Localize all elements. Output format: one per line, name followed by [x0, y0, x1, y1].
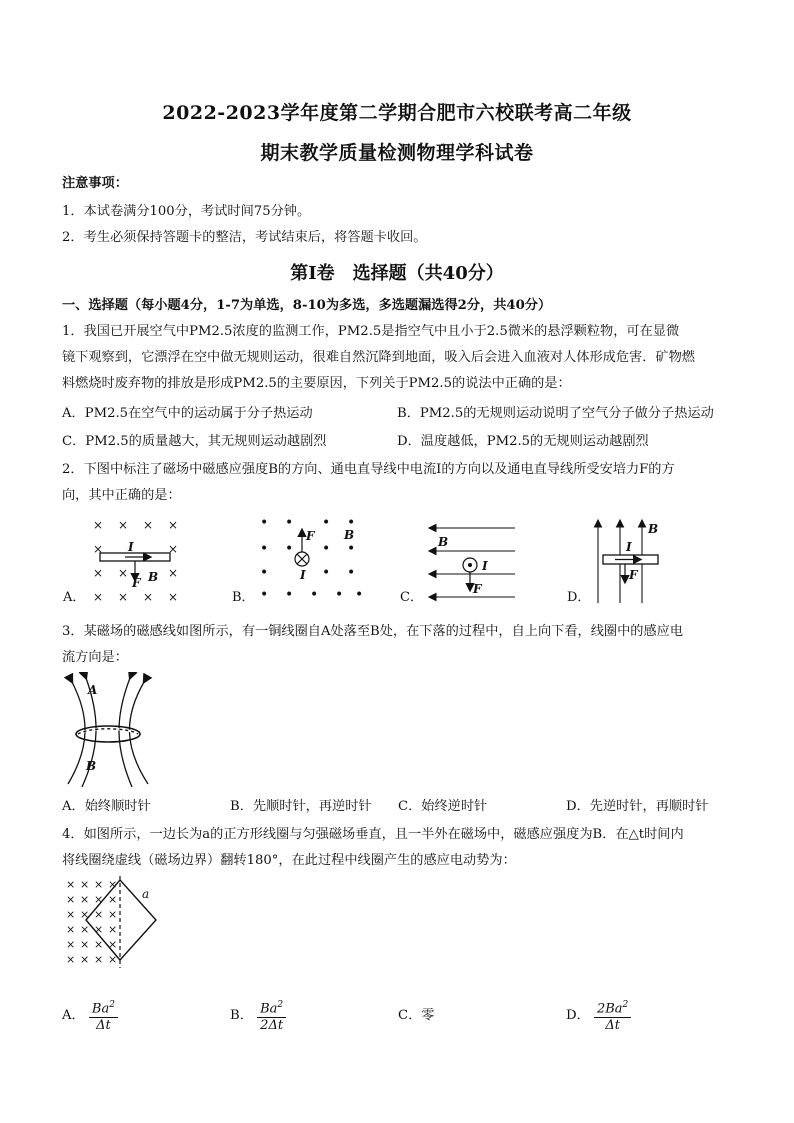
q4-label-a: a — [142, 887, 150, 901]
q1-option-c: C．PM2.5的质量越大，其无规则运动越剧烈 — [62, 434, 327, 449]
field-cross-icon: × — [108, 908, 118, 921]
q2-option-b-letter: B． — [232, 590, 255, 605]
field-cross-icon: × — [118, 518, 129, 532]
field-cross-icon: × — [93, 590, 104, 604]
field-cross-icon: × — [94, 938, 104, 951]
field-cross-icon: × — [80, 908, 90, 921]
q4-option-a: A． $\frac{Ba^2}{\Delta t}$ — [62, 996, 118, 1036]
svg-text:B: B — [148, 570, 159, 584]
field-dot-icon: • — [335, 587, 344, 603]
svg-text:F: F — [629, 568, 638, 582]
field-cross-icon: × — [93, 542, 104, 556]
field-cross-icon: × — [94, 878, 104, 891]
field-dot-icon: • — [260, 565, 269, 581]
field-dot-icon: • — [285, 541, 294, 557]
q3-option-d: D．先逆时针，再顺时针 — [566, 799, 709, 814]
q3-label-a: A — [88, 683, 98, 697]
q2-figure-c — [400, 528, 515, 605]
q2-figure-d — [567, 521, 658, 605]
q4-figure — [60, 876, 165, 971]
exam-title-line1: 2022-2023学年度第二学期合肥市六校联考高二年级 — [162, 102, 632, 124]
svg-text:I: I — [482, 559, 488, 573]
field-cross-icon: × — [66, 938, 76, 951]
q3-figure — [60, 672, 170, 792]
q4-option-d: D． $\frac{2Ba^2}{\Delta t}$ — [566, 996, 631, 1036]
field-dot-icon: • — [355, 587, 364, 603]
field-dot-icon: • — [260, 587, 269, 603]
field-cross-icon: × — [80, 938, 90, 951]
field-cross-icon: × — [80, 953, 90, 966]
field-cross-icon: × — [143, 590, 154, 604]
svg-text:I: I — [626, 540, 632, 554]
field-cross-icon: × — [94, 953, 104, 966]
q2-figure-b — [232, 515, 363, 605]
field-cross-icon: × — [93, 518, 104, 532]
field-cross-icon: × — [80, 893, 90, 906]
q4-option-c: C．零 — [398, 1008, 435, 1023]
field-cross-icon: × — [168, 566, 179, 580]
field-dot-icon: • — [347, 515, 356, 531]
svg-text:F: F — [306, 529, 315, 543]
field-cross-icon: × — [93, 566, 104, 580]
field-dot-icon: • — [310, 587, 319, 603]
exam-title-line2: 期末教学质量检测物理学科试卷 — [260, 142, 534, 164]
svg-text:B: B — [344, 528, 355, 542]
q3-option-c: C．始终逆时针 — [398, 799, 488, 814]
field-dot-icon: • — [260, 541, 269, 557]
field-cross-icon: × — [168, 590, 179, 604]
field-dot-icon: • — [322, 541, 331, 557]
q2-option-d-letter: D． — [567, 590, 591, 605]
q4-option-b: B． $\frac{Ba^2}{2\Delta t}$ — [230, 996, 286, 1036]
field-cross-icon: × — [80, 923, 90, 936]
q3-option-b: B．先顺时针，再逆时针 — [230, 799, 372, 814]
q4-line-1: 4．如图所示，一边长为a的正方形线圈与匀强磁场垂直，且一半外在磁场中，磁感应强度为B．在△t时间内 — [62, 827, 684, 842]
field-cross-icon: × — [94, 908, 104, 921]
q1-line-1: 1．我国已开展空气中PM2.5浓度的监测工作，PM2.5是指空气中且小于2.5微米的悬浮颗粒物，可在显微 — [62, 324, 680, 339]
q1-line-3: 料燃烧时废弃物的排放是形成PM2.5的主要原因，下列关于PM2.5的说法中正确的是： — [62, 376, 571, 391]
field-cross-icon: × — [168, 542, 179, 556]
field-cross-icon: × — [108, 938, 118, 951]
q1-line-2: 镜下观察到，它漂浮在空中做无规则运动，很难自然沉降到地面，吸入后会进入血液对人体形成危害．矿物燃 — [62, 350, 695, 365]
q2-option-c-letter: C． — [400, 590, 423, 605]
field-cross-icon: × — [66, 908, 76, 921]
field-dot-icon: • — [260, 515, 269, 531]
field-cross-icon: × — [108, 953, 118, 966]
q2-figures — [60, 515, 740, 610]
notice-heading: 注意事项： — [62, 176, 128, 191]
field-dot-icon: • — [322, 515, 331, 531]
field-cross-icon: × — [66, 953, 76, 966]
field-dot-icon: • — [347, 565, 356, 581]
q3-option-a: A．始终顺时针 — [62, 799, 151, 814]
field-dot-icon: • — [347, 541, 356, 557]
svg-text:F: F — [132, 576, 141, 590]
field-cross-icon: × — [143, 518, 154, 532]
field-cross-icon: × — [118, 590, 129, 604]
field-cross-icon: × — [80, 878, 90, 891]
field-cross-icon: × — [94, 893, 104, 906]
q1-option-d: D．温度越低，PM2.5的无规则运动越剧烈 — [397, 434, 649, 449]
q3-line-2: 流方向是： — [62, 650, 128, 665]
field-cross-icon: × — [108, 893, 118, 906]
field-cross-icon: × — [66, 878, 76, 891]
svg-text:B: B — [648, 522, 659, 536]
field-cross-icon: × — [118, 566, 129, 580]
field-dot-icon: • — [322, 565, 331, 581]
q2-line-2: 向，其中正确的是： — [62, 488, 181, 503]
notice-item-1: 1．本试卷满分100分，考试时间75分钟。 — [62, 204, 311, 219]
field-cross-icon: × — [108, 878, 118, 891]
section-title: 第Ⅰ卷 选择题（共40分） — [290, 263, 504, 284]
q2-option-a-letter: A． — [63, 590, 86, 605]
svg-text:F: F — [473, 582, 482, 596]
svg-text:B: B — [438, 535, 449, 549]
field-cross-icon: × — [168, 518, 179, 532]
field-cross-icon: × — [66, 923, 76, 936]
svg-text:I: I — [300, 568, 306, 582]
q4-line-2: 将线圈绕虚线（磁场边界）翻转180°，在此过程中线圈产生的感应电动势为： — [62, 853, 516, 868]
field-cross-icon: × — [66, 893, 76, 906]
field-dot-icon: • — [285, 587, 294, 603]
field-cross-icon: × — [94, 923, 104, 936]
q2-figure-a — [62, 518, 178, 605]
q2-line-1: 2．下图中标注了磁场中磁感应强度B的方向、通电直导线中电流Ⅰ的方向以及通电直导线所受安培力F的方 — [62, 462, 675, 477]
q1-option-a: A．PM2.5在空气中的运动属于分子热运动 — [62, 406, 313, 421]
q3-label-b: B — [86, 759, 97, 773]
q1-option-b: B．PM2.5的无规则运动说明了空气分子做分子热运动 — [397, 406, 714, 421]
section-instructions: 一、选择题（每小题4分，1-7为单选，8-10为多选，多选题漏选得2分，共40分） — [62, 298, 552, 313]
field-cross-icon: × — [108, 923, 118, 936]
notice-item-2: 2．考生必须保持答题卡的整洁，考试结束后，将答题卡收回。 — [62, 230, 427, 245]
field-dot-icon: • — [285, 515, 294, 531]
svg-text:I: I — [128, 540, 134, 554]
q3-line-1: 3．某磁场的磁感线如图所示，有一铜线圈自A处落至B处，在下落的过程中，自上向下看，线圈中的感应电 — [62, 624, 684, 639]
